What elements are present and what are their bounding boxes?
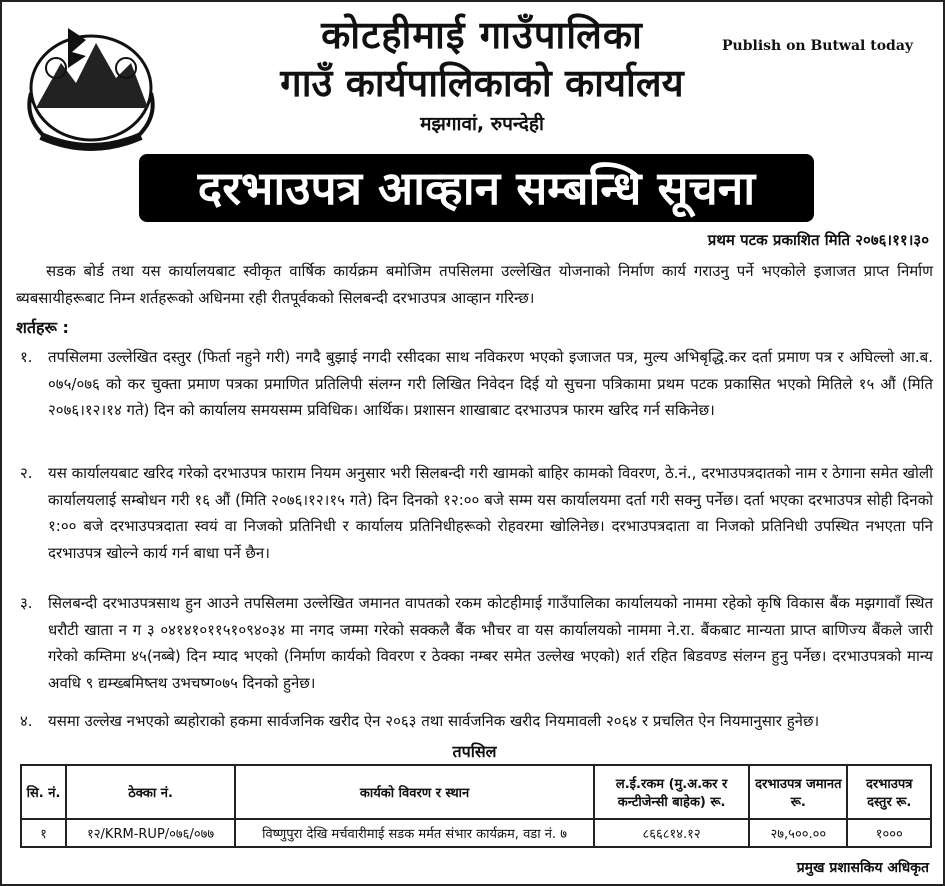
term-item: [16, 708, 933, 735]
table-row: [21, 819, 931, 847]
publish-date: प्रथम पटक प्रकाशित मिति २०७६।११।३०: [707, 231, 929, 249]
nepal-emblem-icon: [16, 8, 166, 156]
column-header: ल.ई.रकम (मु.अ.कर र कन्टीजेन्सी बाहेक) रू.: [594, 765, 749, 819]
term-text: तपसिलमा उल्लेखित दस्तुर (फिर्ता नहुने गरी) नगदै बुझाई नगदी रसीदका साथ नविकरण भएको इजाजत पत्र, मुल्य अभिबृद्धि.कर दर्ता प्रमाण पत्र र अघिल्लो आ.ब. ०७५/०७६ को कर चुक्ता प्रमाण पत्रका प्रमाणित प्रतिलिपी संलग्न गरी लिखित निवेदन दिई यो सुचना पत्रिकामा प्रथम पटक प्रकासित भएको मितिले १५ औं (मिति २०७६।१२।१४ गते) दिन को कार्यालय समयसम्म प्रविधिक। आर्थिक। प्रशासन शाखाबाट दरभाउपत्र फारम खरिद गर्न सकिनेछ।: [48, 348, 933, 419]
term-item: [16, 344, 933, 424]
column-header: सि. नं.: [21, 765, 66, 819]
term-item: [16, 590, 933, 696]
terms-heading: शर्तहरू :: [16, 318, 69, 337]
office-address: मझगावां, रुपन्देही: [420, 113, 544, 135]
schedule-title: तपसिल: [452, 742, 497, 761]
schedule-table: [20, 764, 932, 848]
term-number: ३.: [20, 594, 33, 612]
column-header: दरभाउपत्र दस्तुर रू.: [847, 765, 931, 819]
table-cell: १०००: [847, 819, 931, 847]
intro-paragraph: सडक बोर्ड तथा यस कार्यालयबाट स्वीकृत वार्षिक कार्यक्रम बमोजिम तपसिलमा उल्लेखित योजनाको निर्माण कार्य गराउनु पर्ने भएकोले इजाजत प्राप्त निर्माण ब्यबसायीहरूबाट निम्न शर्तहरूको अधिनमा रही रीतपूर्वकको सिलबन्दी दरभाउपत्र आव्हान गरिन्छ।: [16, 262, 933, 307]
table-cell: १२/KRM-RUP/०७६/०७७: [66, 819, 235, 847]
term-number: १.: [20, 348, 33, 366]
term-number: २.: [20, 464, 33, 482]
office-name: गाउँ कार्यपालिकाको कार्यालय: [280, 61, 684, 105]
column-header: कार्यको विवरण र स्थान: [235, 765, 594, 819]
term-number: ४.: [20, 712, 33, 730]
publish-note: Publish on Butwal today: [722, 38, 914, 54]
table-header-row: [21, 765, 931, 819]
term-text: यस कार्यालयबाट खरिद गरेको दरभाउपत्र फाराम नियम अनुसार भरी सिलबन्दी गरी खामको बाहिर कामको विवरण, ठे.नं., दरभाउपत्रदातको नाम र ठेगाना समेत खोली कार्यालयलाई सम्बोधन गरी १६ औं (मिति २०७६।१२।१५ गते) दिन दिनको १२:०० बजे सम्म यस कार्यालयमा दर्ता गरी सक्नु पर्नेछ। दर्ता भएका दरभाउपत्र सोही दिनको १:०० बजे दरभाउपत्रदाता स्वयं वा निजको प्रतिनिधी र कार्यालय प्रतिनिधीहरूको रोहवरमा खोलिनेछ। दरभाउपत्रदाता वा निजको प्रतिनिधी उपस्थित नभएता पनि दरभाउपत्र खोल्ने कार्य गर्न बाधा पर्ने छैन।: [48, 464, 933, 562]
signature-title: प्रमुख प्रशासकिय अधिकृत: [796, 860, 929, 876]
term-text: यसमा उल्लेख नभएको ब्यहोराको हकमा सार्वजनिक खरीद ऐन २०६३ तथा सार्वजनिक खरीद नियमावली २०६४ र प्रचलित ऐन नियमानुसार हुनेछ।: [48, 712, 820, 730]
column-header: दरभाउपत्र जमानत रू.: [749, 765, 847, 819]
table-cell: विष्णुपुरा देखि मर्चवारीमाई सडक मर्मत संभार कार्यक्रम, वडा नं. ७: [235, 819, 594, 847]
table-cell: १: [21, 819, 66, 847]
column-header: ठेक्का नं.: [66, 765, 235, 819]
table-cell: २७,५००.००: [749, 819, 847, 847]
municipality-name: कोटहीमाई गाउँपालिका: [321, 13, 643, 57]
term-text: सिलबन्दी दरभाउपत्रसाथ हुन आउने तपसिलमा उल्लेखित जमानत वापतको रकम कोटहीमाई गाउँपालिका कार्यालयको नाममा रहेको कृषि विकास बैंक मझगावाँ स्थित धरौटी खाता न ग ३ ०४१४१०११५१०९४०३४ मा नगद जम्मा गरेको सक्कलै बैंक भौचर वा यस कार्यालयको नाममा ने.रा. बैंकबाट मान्यता प्राप्त बाणिज्य बैंकले जारी गरेको कम्तिमा ४५(नब्बे) दिन म्याद भएको (निर्माण कार्यको विवरण र ठेक्का नम्बर समेत उल्लेख भएको) शर्त रहित बिडवण्ड संलग्न हुनु पर्नेछ। दरभाउपत्रको मान्य अवधि ९ द्यम्ख्बमिष्तथ उभचष्ग०७५ दिनको हुनेछ।: [48, 594, 933, 692]
term-item: [16, 460, 933, 566]
notice-title: दरभाउपत्र आव्हान सम्बन्धि सूचना: [139, 154, 814, 222]
table-cell: ८६६८१४.१२: [594, 819, 749, 847]
